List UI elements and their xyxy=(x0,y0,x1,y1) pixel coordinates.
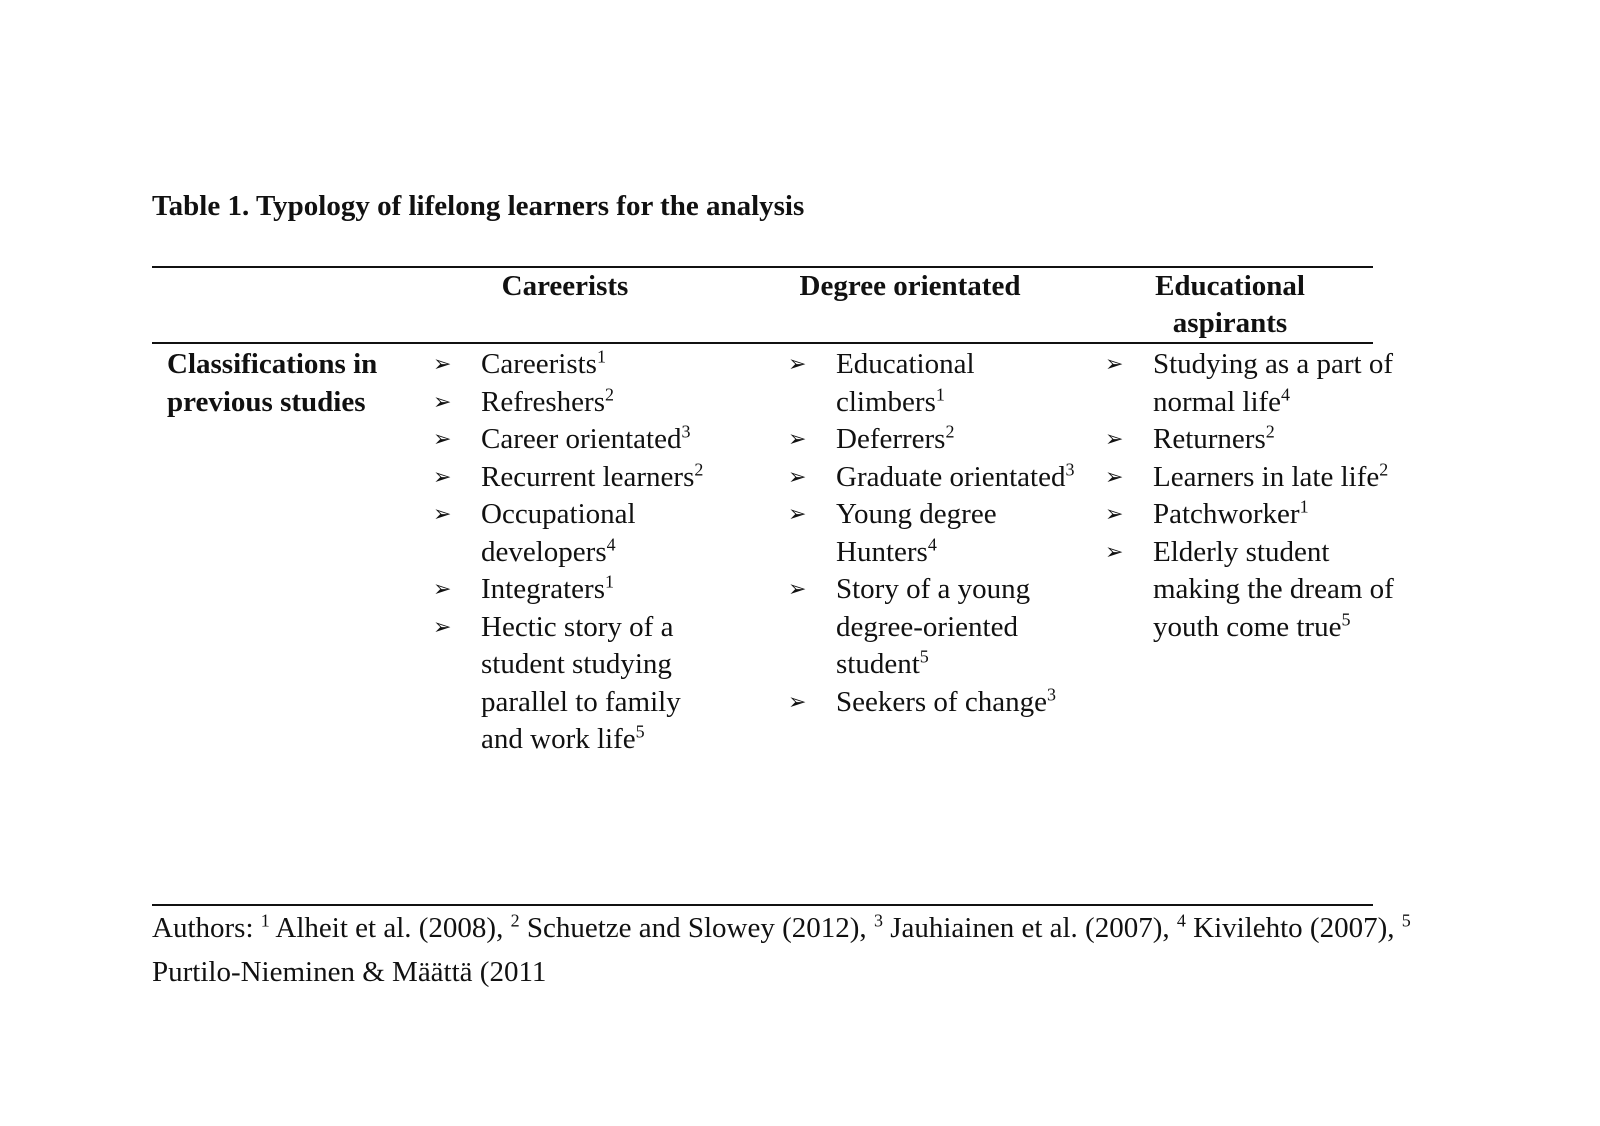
list-item xyxy=(788,496,1078,571)
list-item xyxy=(433,496,713,571)
column-header-educational-aspirants: Educational aspirants xyxy=(1155,270,1305,339)
arrowhead-bullet-icon: ➢ xyxy=(1105,502,1124,527)
list-item-text xyxy=(481,496,713,571)
list-item-text xyxy=(836,346,1078,421)
list-item-label: Seekers of change xyxy=(836,685,1047,718)
list-item-text xyxy=(1153,346,1395,421)
column-header-degree-orientated: Degree orientated xyxy=(799,270,1021,302)
arrowhead-bullet-icon: ➢ xyxy=(788,464,807,490)
list-item-text xyxy=(481,609,713,759)
footnote-marker: 5 xyxy=(1341,608,1351,629)
list-item-label: Young degree Hunters xyxy=(836,498,997,568)
list-item-text xyxy=(481,384,713,422)
list-item-text xyxy=(1153,496,1395,534)
list-item-label: Educational climbers xyxy=(836,348,975,418)
footnote-marker: 1 xyxy=(1299,496,1309,517)
footnote-marker: 5 xyxy=(635,721,645,742)
list-item-label: Learners in late life xyxy=(1153,460,1380,493)
footnote-marker: 3 xyxy=(681,421,691,442)
reference-number: 4 xyxy=(1176,910,1186,931)
list-item xyxy=(433,609,713,759)
footnote-marker: 2 xyxy=(694,458,704,479)
footnote-marker: 4 xyxy=(606,533,616,554)
list-item xyxy=(788,421,1078,459)
list-item xyxy=(1105,496,1395,534)
footnote-marker: 3 xyxy=(1065,458,1075,479)
list-item xyxy=(788,346,1078,421)
footnote-marker: 5 xyxy=(919,646,929,667)
reference-text: Kivilehto (2007), xyxy=(1193,912,1395,944)
footnote-marker: 2 xyxy=(1265,421,1275,442)
list-item-text xyxy=(481,459,713,497)
list-item-text xyxy=(481,346,713,384)
list-item xyxy=(1105,346,1395,421)
list-item-text xyxy=(481,571,713,609)
reference-number: 2 xyxy=(510,910,520,931)
arrowhead-bullet-icon: ➢ xyxy=(1105,427,1124,452)
list-item xyxy=(433,346,713,384)
reference-text: Purtilo-Nieminen & Määttä (2011 xyxy=(152,956,547,988)
arrowhead-bullet-icon: ➢ xyxy=(788,577,807,602)
list-item-label: Graduate orientated xyxy=(836,460,1066,493)
arrowhead-bullet-icon: ➢ xyxy=(788,502,807,527)
list-item-label: Careerists xyxy=(481,348,597,380)
list-item-text xyxy=(1153,459,1395,497)
list-item-text xyxy=(481,421,713,459)
list-item-label: Career orientated xyxy=(481,423,682,455)
reference-number: 3 xyxy=(873,910,883,931)
list-item xyxy=(1105,421,1395,459)
authors-label: Authors: xyxy=(152,912,254,944)
reference-number: 1 xyxy=(260,910,270,931)
footnote-marker: 3 xyxy=(1046,683,1056,704)
arrowhead-bullet-icon: ➢ xyxy=(433,352,452,377)
list-item xyxy=(1105,534,1395,647)
list-item xyxy=(788,571,1078,684)
arrowhead-bullet-icon: ➢ xyxy=(433,614,452,640)
list-item-label: Recurrent learners xyxy=(481,460,695,493)
arrowhead-bullet-icon: ➢ xyxy=(788,352,807,377)
list-item-text xyxy=(1153,534,1395,647)
list-item xyxy=(788,459,1078,497)
list-item xyxy=(1105,459,1395,497)
list-item-label: Hectic story of a student studying parallel to family and work life xyxy=(481,610,681,755)
list-item-text xyxy=(836,421,1078,459)
footnote-marker: 1 xyxy=(935,383,945,404)
arrowhead-bullet-icon: ➢ xyxy=(433,427,452,452)
arrowhead-bullet-icon: ➢ xyxy=(1105,352,1124,377)
column-header-careerists: Careerists xyxy=(501,270,629,302)
list-item-label: Refreshers xyxy=(481,385,606,418)
arrowhead-bullet-icon: ➢ xyxy=(788,689,807,715)
arrowhead-bullet-icon: ➢ xyxy=(433,577,452,602)
arrowhead-bullet-icon: ➢ xyxy=(1105,539,1124,565)
list-item-text xyxy=(836,459,1078,497)
list-item-label: Story of a young degree-oriented student xyxy=(836,573,1031,680)
arrowhead-bullet-icon: ➢ xyxy=(433,502,452,527)
list-item xyxy=(433,571,713,609)
footnote-marker: 1 xyxy=(605,571,614,592)
list-item-label: Studying as a part of normal life xyxy=(1153,348,1394,418)
footnote-marker: 2 xyxy=(945,421,955,442)
footnote-marker: 4 xyxy=(1281,383,1291,404)
footnote-marker: 2 xyxy=(605,383,615,404)
careerists-list xyxy=(433,346,713,759)
degree-orientated-list xyxy=(788,346,1078,721)
reference-text: Jauhiainen et al. (2007), xyxy=(890,912,1170,944)
footnote-marker: 4 xyxy=(927,533,937,554)
list-item xyxy=(433,459,713,497)
educational-aspirants-list xyxy=(1105,346,1395,646)
list-item-label: Returners xyxy=(1153,423,1266,455)
arrowhead-bullet-icon: ➢ xyxy=(433,389,452,415)
arrowhead-bullet-icon: ➢ xyxy=(788,427,807,452)
list-item-label: Deferrers xyxy=(836,423,946,455)
list-item-text xyxy=(836,571,1078,684)
arrowhead-bullet-icon: ➢ xyxy=(1105,464,1124,490)
authors-note xyxy=(152,906,1442,994)
list-item-text xyxy=(836,684,1078,722)
list-item xyxy=(433,384,713,422)
list-item-label: Elderly student making the dream of youth come true xyxy=(1153,535,1394,643)
row-header-classifications: Classifications in previous studies xyxy=(167,348,378,418)
table-caption: Table 1. Typology of lifelong learners for the analysis xyxy=(152,190,805,222)
list-item xyxy=(433,421,713,459)
arrowhead-bullet-icon: ➢ xyxy=(433,464,452,490)
footnote-marker: 1 xyxy=(596,346,606,367)
reference-text: Schuetze and Slowey (2012), xyxy=(526,912,867,944)
list-item xyxy=(788,684,1078,722)
list-item-label: Integraters xyxy=(481,573,605,605)
reference-number: 5 xyxy=(1401,910,1411,931)
list-item-text xyxy=(836,496,1078,571)
table-header-rule xyxy=(152,342,1373,344)
list-item-label: Patchworker xyxy=(1153,498,1300,530)
reference-text: Alheit et al. (2008), xyxy=(275,912,504,944)
list-item-label: Occupational developers xyxy=(481,498,636,568)
list-item-text xyxy=(1153,421,1395,459)
footnote-marker: 2 xyxy=(1379,458,1389,479)
